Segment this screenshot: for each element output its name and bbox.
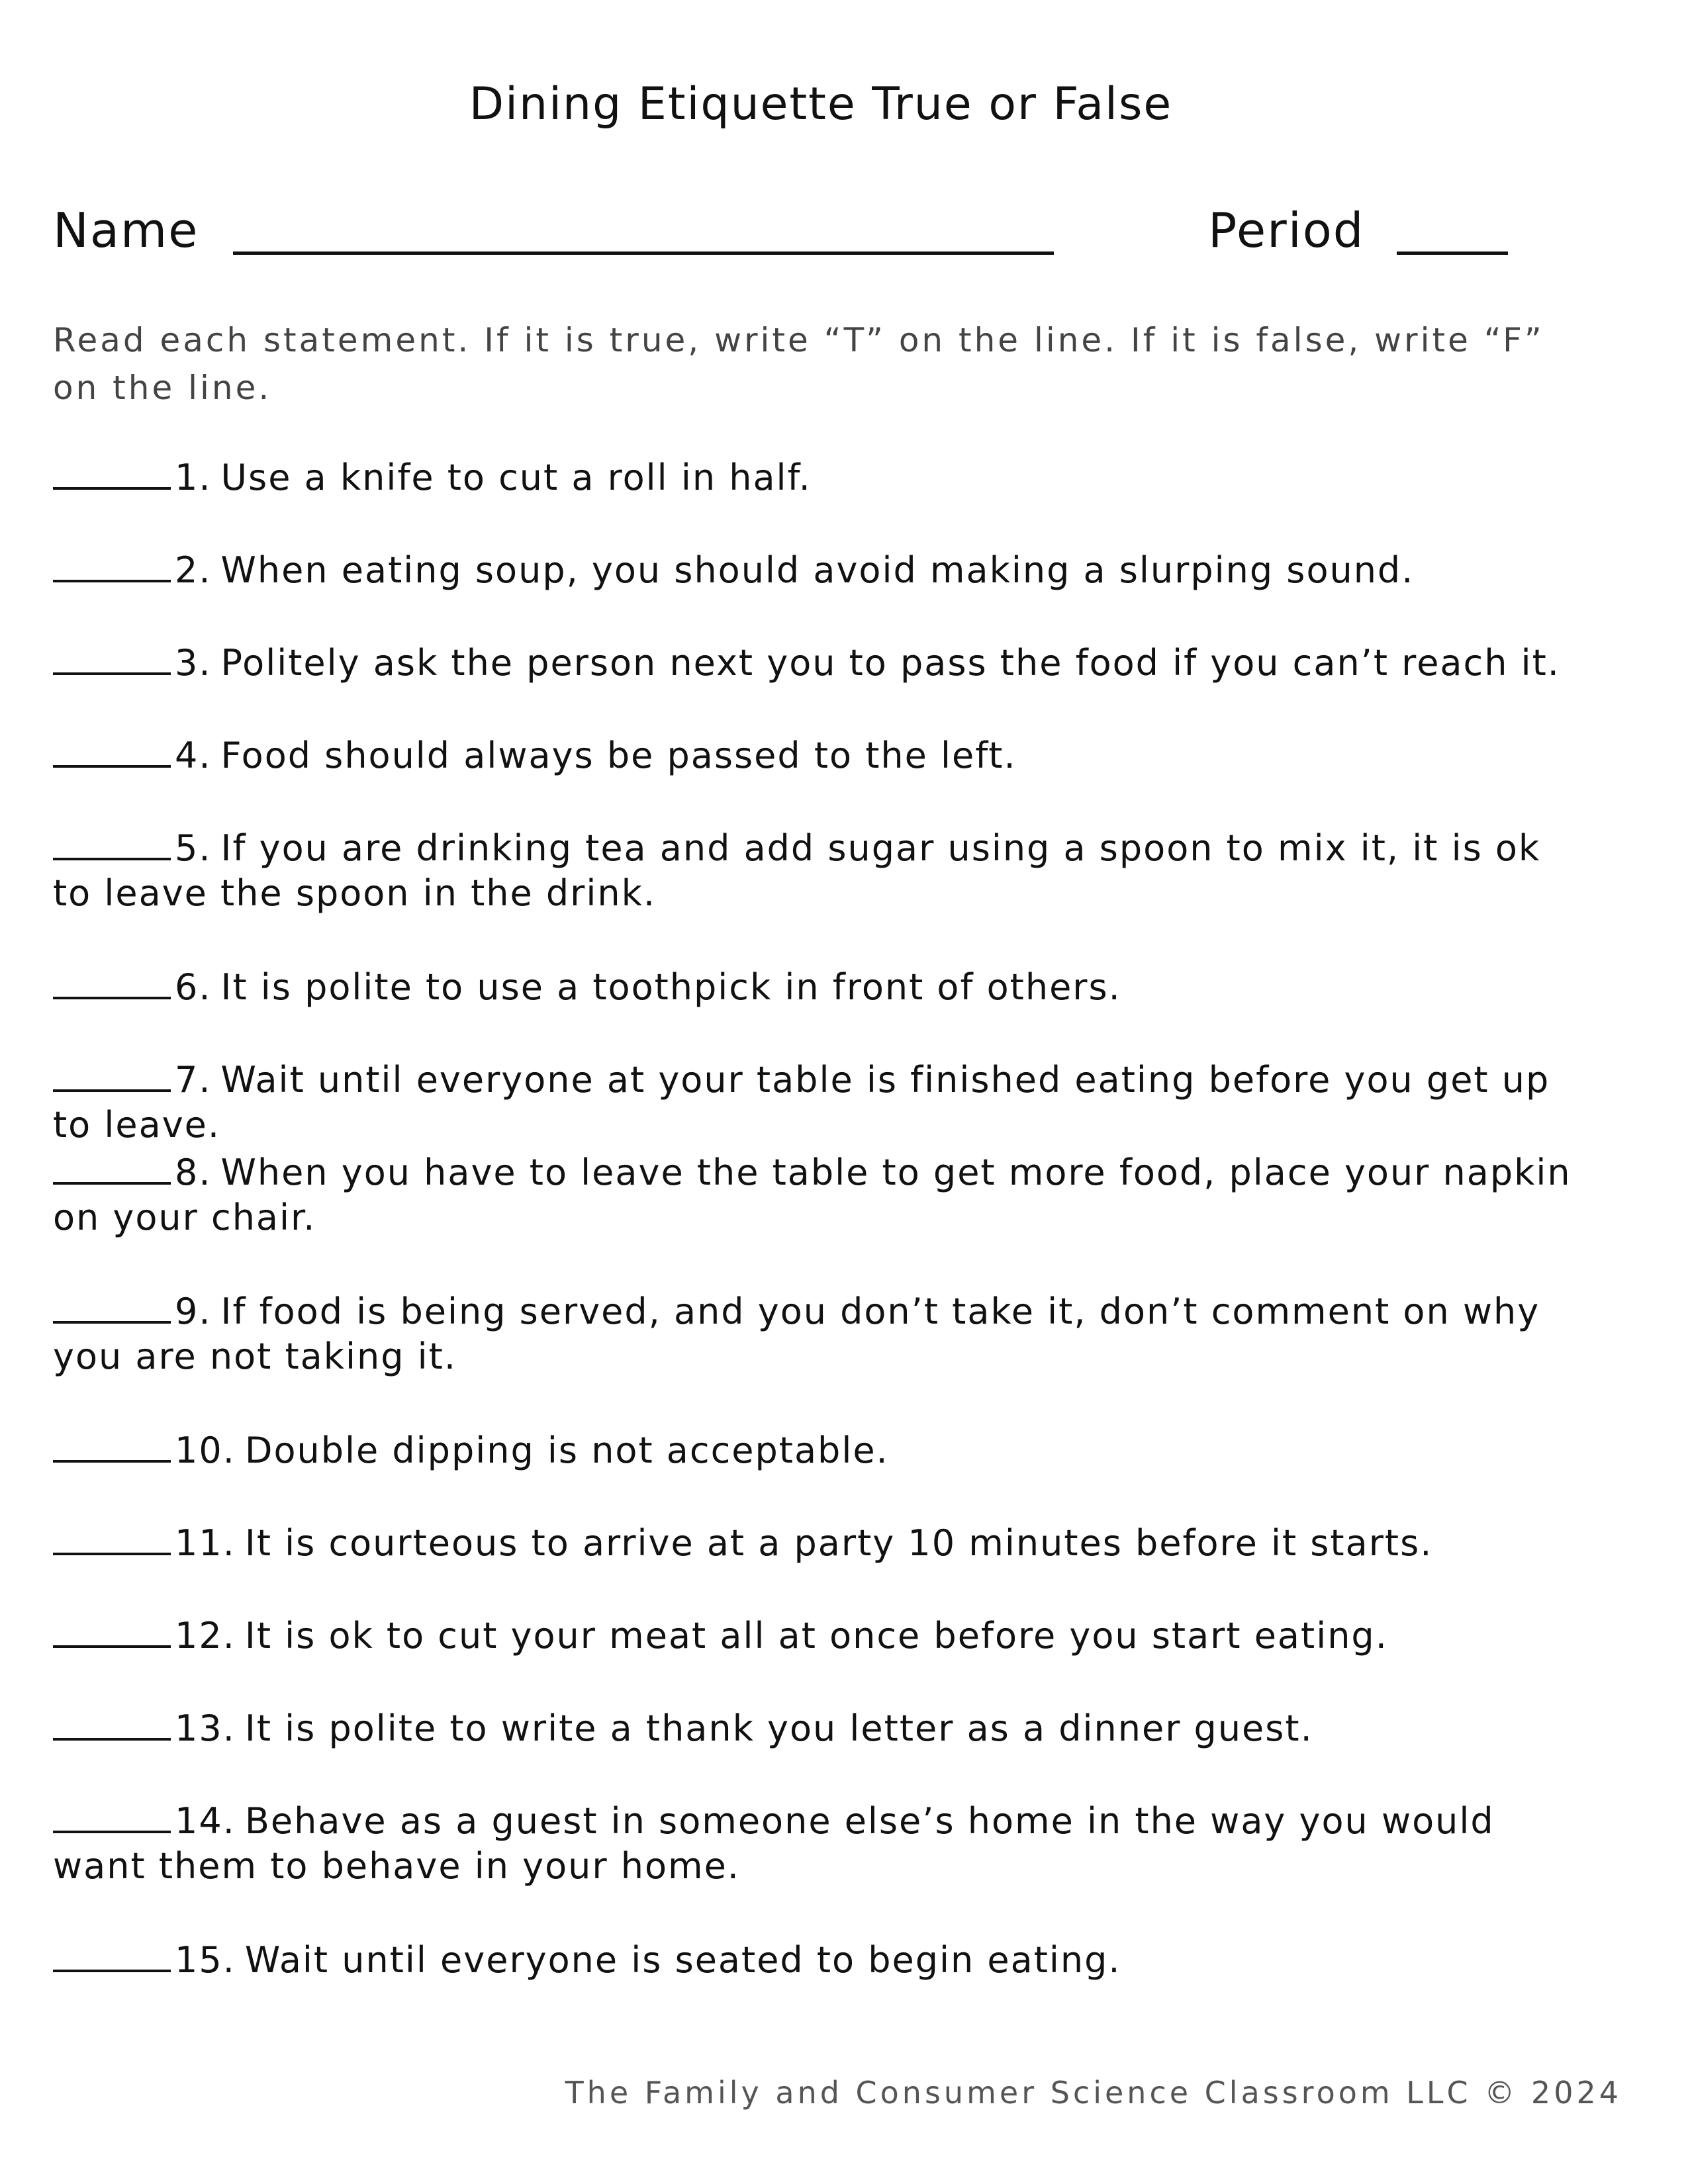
question-number: 6. [175, 966, 212, 1008]
name-label: Name [53, 203, 199, 258]
question-8 [53, 1150, 1589, 1240]
question-text: Wait until everyone at your table is finished eating before you get up to leave. [53, 1059, 1550, 1146]
answer-blank-13[interactable] [53, 1737, 171, 1741]
question-number: 3. [175, 642, 212, 684]
question-number: 5. [175, 827, 212, 869]
question-text: It is courteous to arrive at a party 10 minutes before it starts. [244, 1522, 1433, 1564]
answer-blank-14[interactable] [53, 1830, 171, 1833]
question-text: If food is being served, and you don’t take it, don’t comment on why you are not taking it. [53, 1291, 1540, 1377]
question-text: Food should always be passed to the left. [220, 735, 1017, 776]
instructions: Read each statement. If it is true, write “T” on the line. If it is false, write “F” on the line. [53, 321, 1544, 407]
question-text: It is polite to write a thank you letter as a dinner guest. [244, 1707, 1313, 1749]
question-1 [53, 455, 1589, 500]
answer-blank-9[interactable] [53, 1320, 171, 1324]
answer-blank-4[interactable] [53, 764, 171, 768]
question-9 [53, 1289, 1589, 1379]
question-13 [53, 1706, 1589, 1751]
question-5 [53, 826, 1589, 916]
copyright-footer: The Family and Consumer Science Classroom LLC © 2024 [565, 2075, 1622, 2111]
answer-blank-5[interactable] [53, 857, 171, 860]
answer-blank-2[interactable] [53, 579, 171, 582]
answer-blank-8[interactable] [53, 1181, 171, 1185]
question-number: 8. [175, 1152, 212, 1193]
question-number: 14. [175, 1800, 236, 1842]
question-3 [53, 641, 1589, 686]
answer-blank-7[interactable] [53, 1089, 171, 1092]
question-6 [53, 965, 1589, 1010]
question-10 [53, 1428, 1589, 1473]
question-text: It is polite to use a toothpick in front of others. [220, 966, 1121, 1008]
question-12 [53, 1614, 1589, 1659]
period-field[interactable] [1397, 251, 1508, 255]
name-period-row [53, 199, 1589, 265]
question-text: When you have to leave the table to get more food, place your napkin on your chair. [53, 1152, 1571, 1238]
question-text: Double dipping is not acceptable. [244, 1430, 889, 1471]
question-7 [53, 1058, 1589, 1148]
question-number: 7. [175, 1059, 212, 1101]
question-number: 2. [175, 549, 212, 591]
answer-blank-10[interactable] [53, 1459, 171, 1463]
question-11 [53, 1521, 1589, 1566]
question-text: If you are drinking tea and add sugar using a spoon to mix it, it is ok to leave the spoon in the drink. [53, 827, 1541, 914]
question-number: 15. [175, 1939, 236, 1981]
question-number: 4. [175, 735, 212, 776]
question-text: Behave as a guest in someone else’s home in the way you would want them to behave in your home. [53, 1800, 1495, 1887]
question-number: 11. [175, 1522, 236, 1564]
answer-blank-12[interactable] [53, 1645, 171, 1648]
question-text: Wait until everyone is seated to begin eating. [244, 1939, 1121, 1981]
period-label: Period [1208, 203, 1365, 258]
question-4 [53, 733, 1589, 778]
question-15 [53, 1938, 1589, 1983]
question-number: 13. [175, 1707, 236, 1749]
answer-blank-1[interactable] [53, 486, 171, 490]
question-text: Use a knife to cut a roll in half. [220, 457, 812, 498]
name-field[interactable] [233, 251, 1054, 255]
question-text: When eating soup, you should avoid making a slurping sound. [220, 549, 1415, 591]
question-2 [53, 548, 1589, 593]
answer-blank-6[interactable] [53, 996, 171, 999]
question-number: 1. [175, 457, 212, 498]
question-text: It is ok to cut your meat all at once before you start eating. [244, 1615, 1388, 1657]
question-14 [53, 1799, 1589, 1889]
answer-blank-3[interactable] [53, 672, 171, 675]
question-number: 10. [175, 1430, 236, 1471]
answer-blank-15[interactable] [53, 1969, 171, 1972]
answer-blank-11[interactable] [53, 1552, 171, 1555]
page-title: Dining Etiquette True or False [469, 78, 1173, 130]
question-number: 9. [175, 1291, 212, 1332]
question-text: Politely ask the person next you to pass the food if you can’t reach it. [220, 642, 1560, 684]
question-number: 12. [175, 1615, 236, 1657]
